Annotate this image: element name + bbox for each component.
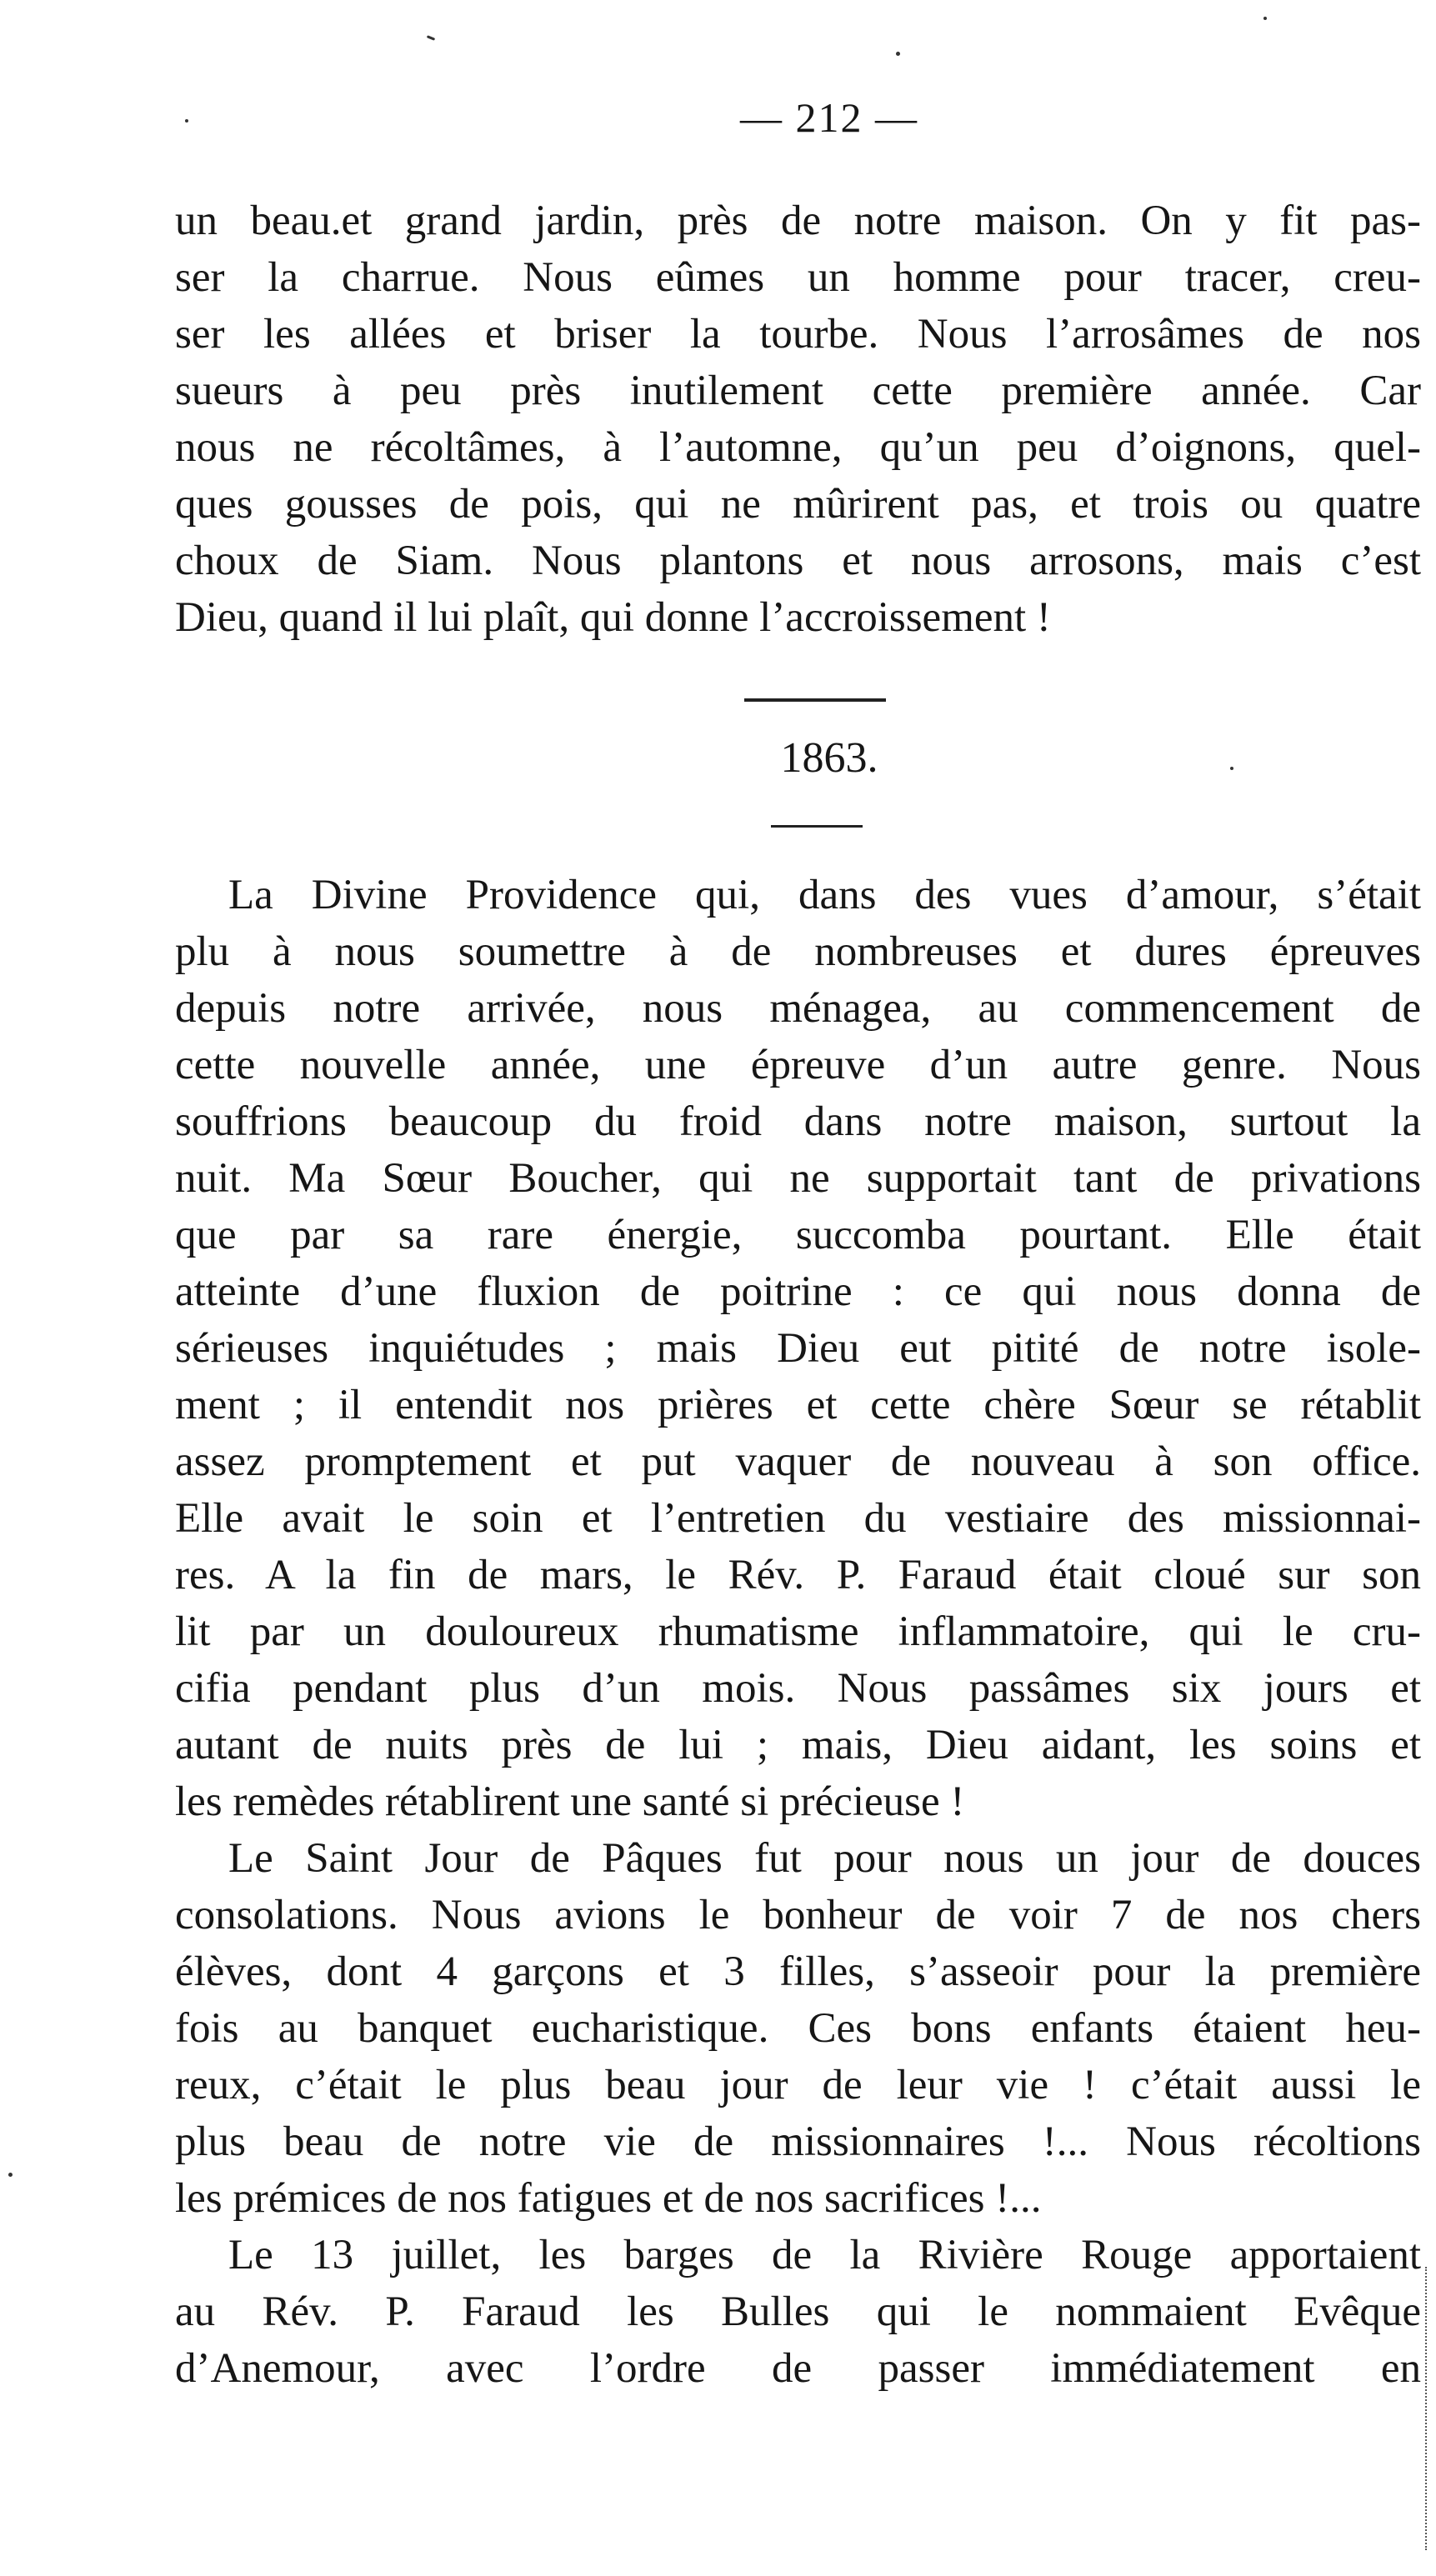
text-line: sérieuses inquiétudes ; mais Dieu eut pitité de notre isole- xyxy=(175,1325,1421,1372)
scan-speck xyxy=(185,119,188,123)
text-line: depuis notre arrivée, nous ménagea, au commencement de xyxy=(175,985,1421,1032)
scan-speck xyxy=(8,2173,13,2177)
text-line: lit par un douloureux rhumatisme inflammatoire, qui le cru- xyxy=(175,1608,1421,1655)
scan-speck xyxy=(1263,17,1267,20)
text-line: souffrions beaucoup du froid dans notre maison, surtout la xyxy=(175,1098,1421,1145)
text-line: ques gousses de pois, qui ne mûrirent pas, et trois ou quatre xyxy=(175,481,1421,528)
text-line: nous ne récoltâmes, à l’automne, qu’un peu d’oignons, quel- xyxy=(175,424,1421,471)
scan-speck xyxy=(427,35,435,41)
text-line: res. A la fin de mars, le Rév. P. Faraud était cloué sur son xyxy=(175,1552,1421,1598)
page-edge-marks xyxy=(1425,2267,1431,2550)
text-line: sueurs à peu près inutilement cette première année. Car xyxy=(175,368,1421,414)
text-line: les prémices de nos fatigues et de nos sacrifices !... xyxy=(175,2175,1042,2222)
paragraph-garden xyxy=(175,193,1421,646)
text-line: ment ; il entendit nos prières et cette chère Sœur se rétablit xyxy=(175,1382,1421,1428)
text-line: autant de nuits près de lui ; mais, Dieu aidant, les soins et xyxy=(175,1722,1421,1768)
text-line: assez promptement et put vaquer de nouveau à son office. xyxy=(175,1438,1421,1485)
text-line: Dieu, quand il lui plaît, qui donne l’accroissement ! xyxy=(175,594,1051,641)
text-line: consolations. Nous avions le bonheur de voir 7 de nos chers xyxy=(175,1892,1421,1938)
section-year-heading: 1863. xyxy=(780,734,878,782)
paragraph-easter xyxy=(175,1830,1421,2227)
text-line: Le 13 juillet, les barges de la Rivière Rouge apportaient xyxy=(228,2232,1421,2278)
section-rule-bottom xyxy=(771,825,863,828)
body-text-1863 xyxy=(175,867,1421,2397)
text-line: ser les allées et briser la tourbe. Nous l’arrosâmes de nos xyxy=(175,311,1421,358)
text-line: les remèdes rétablirent une santé si précieuse ! xyxy=(175,1778,965,1825)
text-line: cifia pendant plus d’un mois. Nous passâmes six jours et xyxy=(175,1665,1421,1712)
text-line: plus beau de notre vie de missionnaires !... Nous récoltions xyxy=(175,2118,1421,2165)
section-rule-top xyxy=(744,698,886,702)
text-line: ser la charrue. Nous eûmes un homme pour tracer, creu- xyxy=(175,254,1421,301)
text-line: reux, c’était le plus beau jour de leur vie ! c’était aussi le xyxy=(175,2062,1421,2108)
text-line: cette nouvelle année, une épreuve d’un autre genre. Nous xyxy=(175,1042,1421,1088)
scan-speck xyxy=(1230,767,1233,770)
text-line: d’Anemour, avec l’ordre de passer immédiatement en xyxy=(175,2345,1421,2392)
text-line: un beau.et grand jardin, près de notre maison. On y fit pas- xyxy=(175,198,1421,244)
text-line: Elle avait le soin et l’entretien du vestiaire des missionnai- xyxy=(175,1495,1421,1542)
text-line: au Rév. P. Faraud les Bulles qui le nommaient Evêque xyxy=(175,2288,1421,2335)
text-line: atteinte d’une fluxion de poitrine : ce qui nous donna de xyxy=(175,1268,1421,1315)
text-line: choux de Siam. Nous plantons et nous arrosons, mais c’est xyxy=(175,538,1421,584)
paragraph-july xyxy=(175,2227,1421,2397)
text-line: Le Saint Jour de Pâques fut pour nous un jour de douces xyxy=(228,1835,1421,1882)
text-line: plu à nous soumettre à de nombreuses et dures épreuves xyxy=(175,928,1421,975)
text-line: nuit. Ma Sœur Boucher, qui ne supportait tant de privations xyxy=(175,1155,1421,1202)
paragraph-providence xyxy=(175,867,1421,1830)
page-number: — 212 — xyxy=(740,94,918,141)
text-line: fois au banquet eucharistique. Ces bons enfants étaient heu- xyxy=(175,2005,1421,2052)
scan-speck xyxy=(896,52,900,56)
text-line: La Divine Providence qui, dans des vues d’amour, s’était xyxy=(228,872,1421,918)
text-line: élèves, dont 4 garçons et 3 filles, s’asseoir pour la première xyxy=(175,1948,1421,1995)
text-line: que par sa rare énergie, succomba pourtant. Elle était xyxy=(175,1212,1421,1258)
